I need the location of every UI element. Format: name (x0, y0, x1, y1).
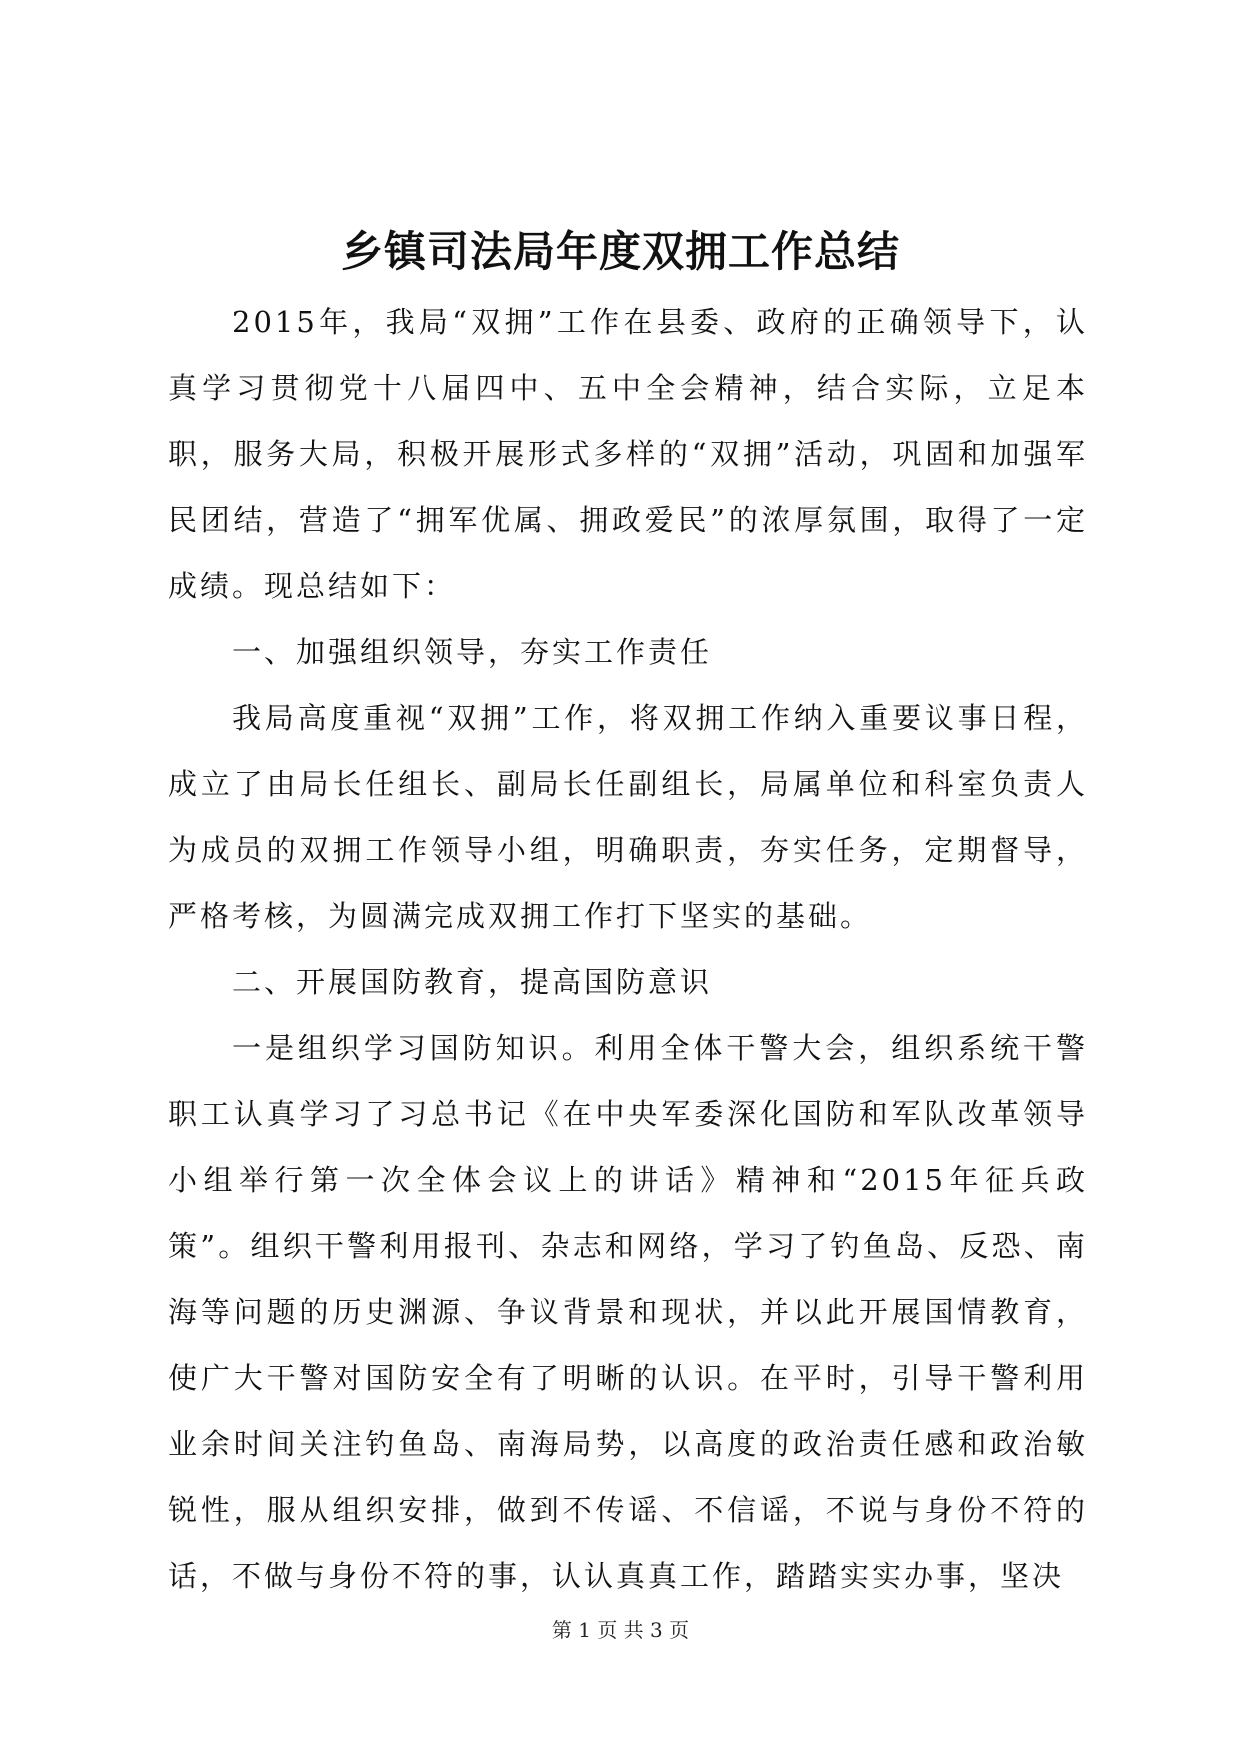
document-body (168, 289, 1088, 1609)
section-heading-2: 二、开展国防教育，提高国防意识 (232, 965, 713, 999)
document-title: 乡镇司法局年度双拥工作总结 (340, 227, 900, 276)
section-1-paragraph: 我局高度重视“双拥”工作，将双拥工作纳入重要议事日程，成立了由局长任组长、副局长任副组长，局属单位和科室负责人为成员的双拥工作领导小组，明确职责，夯实任务，定期督导，严格考核，为圆满完成双拥工作打下坚实的基础。 (168, 701, 1088, 933)
section-2-paragraph: 一是组织学习国防知识。利用全体干警大会，组织系统干警职工认真学习了习总书记《在中央军委深化国防和军队改革领导小组举行第一次全体会议上的讲话》精神和“2015年征兵政策”。组织干警利用报刊、杂志和网络，学习了钓鱼岛、反恐、南海等问题的历史渊源、争议背景和现状，并以此开展国情教育，使广大干警对国防安全有了明晰的认识。在平时，引导干警利用业余时间关注钓鱼岛、南海局势，以高度的政治责任感和政治敏锐性，服从组织安排，做到不传谣、不信谣，不说与身份不符的话，不做与身份不符的事，认认真真工作，踏踏实实办事，坚决 (168, 1031, 1088, 1593)
intro-paragraph: 2015年，我局“双拥”工作在县委、政府的正确领导下，认真学习贯彻党十八届四中、五中全会精神，结合实际，立足本职，服务大局，积极开展形式多样的“双拥”活动，巩固和加强军民团结，营造了“拥军优属、拥政爱民”的浓厚氛围，取得了一定成绩。现总结如下： (168, 305, 1088, 603)
section-heading-1: 一、加强组织领导，夯实工作责任 (232, 635, 713, 669)
page-number-footer: 第 1 页 共 3 页 (551, 1618, 690, 1642)
